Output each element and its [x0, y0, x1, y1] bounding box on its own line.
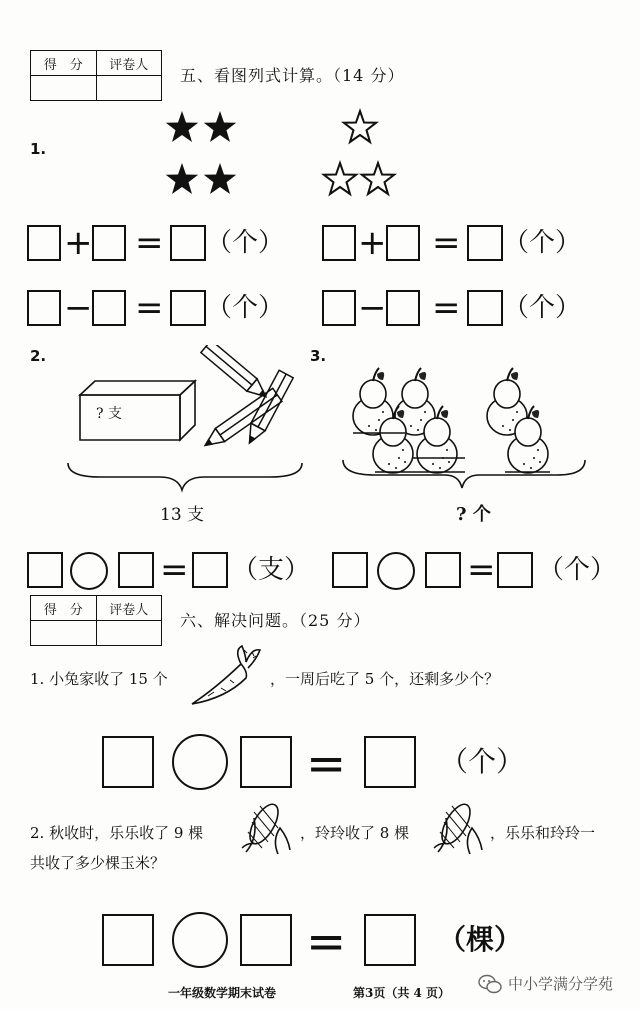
- unit-label: （个）: [440, 745, 525, 778]
- answer-box[interactable]: [27, 290, 61, 326]
- score-cell[interactable]: [31, 76, 97, 101]
- equals-sign: =: [135, 223, 164, 263]
- equals-sign: =: [160, 550, 189, 590]
- question-label: ? 个: [456, 504, 491, 525]
- brace: [68, 463, 302, 490]
- unit-label: （支）: [232, 555, 311, 585]
- corn-icon: [430, 798, 490, 856]
- answer-box[interactable]: [425, 552, 461, 588]
- white-star-icon: [324, 163, 356, 194]
- operator-circle[interactable]: [172, 734, 228, 790]
- answer-box[interactable]: [364, 736, 416, 788]
- answer-box[interactable]: [322, 290, 356, 326]
- answer-box[interactable]: [364, 914, 416, 966]
- answer-box[interactable]: [118, 552, 154, 588]
- problem1-part2: ，一周后吃了 5 个，还剩多少个？: [270, 670, 500, 688]
- white-star-icon: [362, 163, 394, 194]
- score-table-5: [30, 50, 162, 101]
- plus-sign: +: [358, 223, 387, 263]
- total-label: 13 支: [160, 505, 205, 525]
- black-star-icon: [166, 111, 198, 142]
- equals-sign: =: [432, 288, 461, 328]
- unit-label: （个）: [206, 293, 285, 323]
- score-header: 得 分: [31, 51, 97, 76]
- grader-cell[interactable]: [96, 76, 162, 101]
- answer-box[interactable]: [92, 225, 126, 261]
- score-table-6: [30, 595, 162, 646]
- answer-box[interactable]: [192, 552, 228, 588]
- answer-box[interactable]: [102, 736, 154, 788]
- q3-number: 3.: [310, 347, 327, 365]
- q1-number: 1.: [30, 140, 47, 158]
- answer-box[interactable]: [240, 736, 292, 788]
- unit-label: （个）: [503, 293, 582, 323]
- grader-cell[interactable]: [96, 621, 162, 646]
- stars-figure: [160, 108, 410, 203]
- answer-box[interactable]: [467, 225, 503, 261]
- watermark-text: 中小学满分学苑: [508, 975, 614, 993]
- black-star-icon: [204, 111, 236, 142]
- answer-box[interactable]: [497, 552, 533, 588]
- equals-sign: =: [135, 288, 164, 328]
- minus-sign: −: [64, 288, 93, 328]
- black-star-icon: [204, 163, 236, 194]
- plus-sign: +: [64, 223, 93, 263]
- exam-title: 一年级数学期末试卷: [168, 986, 277, 1000]
- q2-number: 2.: [30, 347, 47, 365]
- answer-box[interactable]: [386, 290, 420, 326]
- equals-sign: =: [306, 914, 347, 970]
- pencil-icon: [201, 388, 282, 452]
- problem1-part1: 1. 小兔家收了 15 个: [30, 670, 168, 688]
- answer-box[interactable]: [386, 225, 420, 261]
- watermark: [478, 973, 613, 994]
- problem2-part2: ，玲玲收了 8 棵: [300, 824, 410, 842]
- problem2-part1: 2. 秋收时，乐乐收了 9 棵: [30, 824, 204, 842]
- white-star-icon: [344, 111, 376, 142]
- minus-sign: −: [358, 288, 387, 328]
- unit-label: （个）: [538, 555, 617, 585]
- section6-title: 六、解决问题。（25 分）: [180, 611, 371, 630]
- answer-box[interactable]: [27, 552, 63, 588]
- problem2-line2: 共收了多少棵玉米？: [30, 854, 166, 872]
- operator-circle[interactable]: [172, 912, 228, 968]
- unit-label: （棵）: [438, 923, 523, 956]
- pencil-icon: [201, 345, 271, 403]
- equals-sign: =: [467, 550, 496, 590]
- section5-title: 五、看图列式计算。（14 分）: [180, 66, 405, 85]
- box-label: ? 支: [96, 406, 122, 422]
- answer-box[interactable]: [240, 914, 292, 966]
- operator-circle[interactable]: [70, 552, 108, 590]
- page-info: 第3页（共 4 页）: [353, 986, 451, 1000]
- equals-sign: =: [432, 223, 461, 263]
- carrot-icon: [186, 642, 266, 712]
- answer-box[interactable]: [92, 290, 126, 326]
- answer-box[interactable]: [102, 914, 154, 966]
- operator-circle[interactable]: [377, 552, 415, 590]
- answer-box[interactable]: [332, 552, 368, 588]
- pears-figure: [335, 360, 595, 495]
- pencil-icon: [242, 370, 293, 446]
- score-header: 得 分: [31, 596, 97, 621]
- problem2-part3: ，乐乐和玲玲一: [490, 824, 596, 842]
- corn-icon: [238, 798, 298, 856]
- wechat-icon: [478, 974, 502, 994]
- score-cell[interactable]: [31, 621, 97, 646]
- grader-header: 评卷人: [96, 596, 162, 621]
- equals-sign: =: [306, 736, 347, 792]
- unit-label: （个）: [206, 228, 285, 258]
- grader-header: 评卷人: [96, 51, 162, 76]
- answer-box[interactable]: [170, 225, 206, 261]
- answer-box[interactable]: [467, 290, 503, 326]
- answer-box[interactable]: [322, 225, 356, 261]
- black-star-icon: [166, 163, 198, 194]
- answer-box[interactable]: [27, 225, 61, 261]
- answer-box[interactable]: [170, 290, 206, 326]
- unit-label: （个）: [503, 228, 582, 258]
